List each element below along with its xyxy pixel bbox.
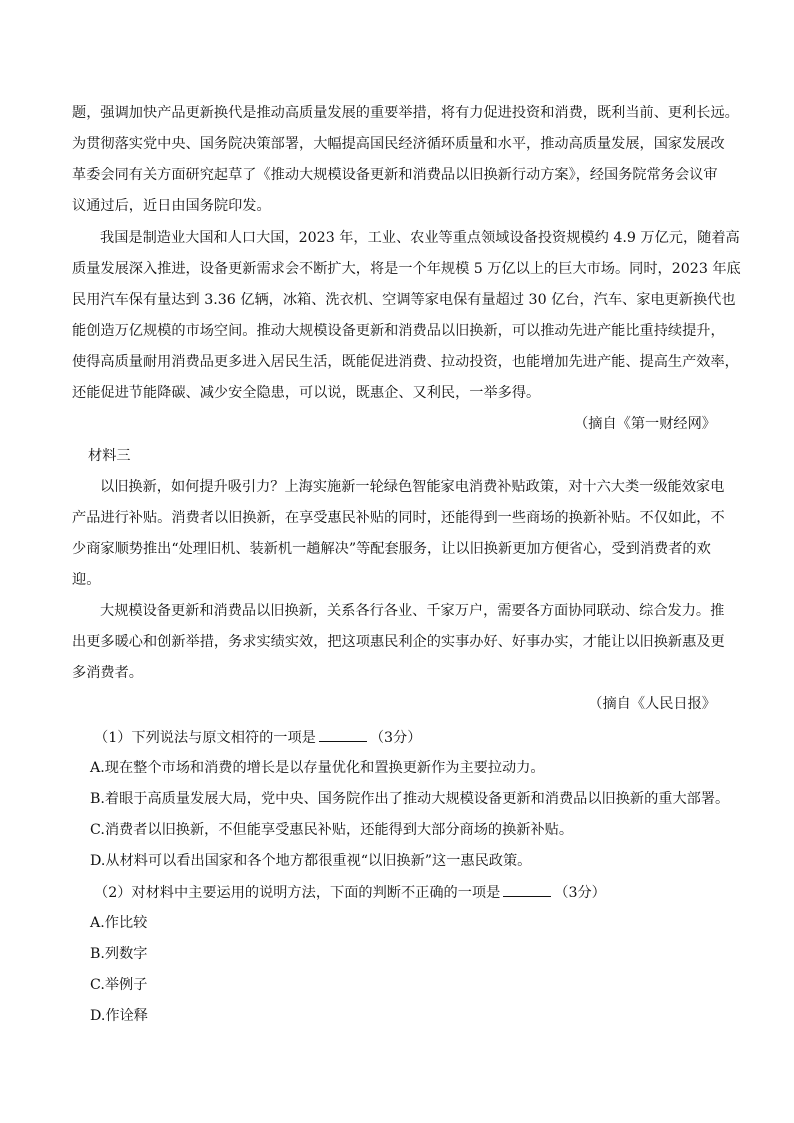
paragraph2-line-6: 还能促进节能降碳、减少安全隐患，可以说，既惠企、又利民，一举多得。 xyxy=(72,385,541,401)
question2-option-a[interactable]: A.作比较 xyxy=(90,915,148,931)
question1-text: （1）下列说法与原文相符的一项是 xyxy=(94,730,316,746)
paragraph1-line-3: 革委会同有关方面研究起草了《推动大规模设备更新和消费品以旧换新行动方案》，经国务院常务会议审 xyxy=(72,167,718,183)
paragraph3-line-1: 以旧换新，如何提升吸引力？上海实施新一轮绿色智能家电消费补贴政策，对十六大类一级能效家电 xyxy=(100,479,725,495)
paragraph3-line-3: 少商家顺势推出“处理旧机、装新机一趟解决”等配套服务，让以旧换新更加方便省心，受到消费者的欢 xyxy=(72,541,711,557)
question1-option-b[interactable]: B.着眼于高质量发展大局，党中央、国务院作出了推动大规模设备更新和消费品以旧换新的重大部署。 xyxy=(90,791,730,807)
question1-option-d[interactable]: D.从材料可以看出国家和各个地方都很重视“以旧换新”这一惠民政策。 xyxy=(90,853,532,869)
question1-option-a[interactable]: A.现在整个市场和消费的增长是以存量优化和置换更新作为主要拉动力。 xyxy=(90,760,545,776)
paragraph2-line-3: 民用汽车保有量达到 3.36 亿辆，冰箱、洗衣机、空调等家电保有量超过 30 亿台，汽车、家电更新换代也 xyxy=(72,292,736,308)
question1-stem xyxy=(94,727,421,748)
question2-option-c[interactable]: C.举例子 xyxy=(90,977,148,993)
paragraph3-line-2: 产品进行补贴。消费者以旧换新，在享受惠民补贴的同时，还能得到一些商场的换新补贴。不仅如此，不 xyxy=(72,510,725,526)
question2-stem xyxy=(94,882,606,903)
paragraph2-line-5: 使得高质量耐用消费品更多进入居民生活，既能促进消费、拉动投资，也能增加先进产能、提高生产效率， xyxy=(72,354,739,370)
answer-blank-2[interactable] xyxy=(503,882,551,897)
question2-score: （3分） xyxy=(554,885,606,901)
paragraph2-line-2: 质量发展深入推进，设备更新需求会不断扩大，将是一个年规模 5 万亿以上的巨大市场。同时，2023 年底 xyxy=(72,261,741,277)
paragraph4-line-3: 多消费者。 xyxy=(72,665,143,681)
paragraph2-line-4: 能创造万亿规模的市场空间。推动大规模设备更新和消费品以旧换新，可以推动先进产能比重持续提升， xyxy=(72,323,725,339)
paragraph3-line-4: 迎。 xyxy=(72,572,101,588)
paragraph2-line-1: 我国是制造业大国和人口大国，2023 年，工业、农业等重点领域设备投资规模约 4.9 万亿元，随着高 xyxy=(100,230,740,246)
answer-blank-1[interactable] xyxy=(319,727,367,742)
paragraph1-line-1: 题，强调加快产品更新换代是推动高质量发展的重要举措，将有力促进投资和消费，既利当前、更利长远。 xyxy=(72,105,739,121)
question1-option-c[interactable]: C.消费者以旧换新，不但能享受惠民补贴，还能得到大部分商场的换新补贴。 xyxy=(90,822,574,838)
question2-option-b[interactable]: B.列数字 xyxy=(90,946,148,962)
paragraph1-line-2: 为贯彻落实党中央、国务院决策部署，大幅提高国民经济循环质量和水平，推动高质量发展，国家发展改 xyxy=(72,136,725,152)
question1-score: （3分） xyxy=(369,730,422,746)
paragraph1-line-4: 议通过后，近日由国务院印发。 xyxy=(72,198,271,214)
paragraph4-line-2: 出更多暖心和创新举措，务求实绩实效，把这项惠民利企的实事办好、好事办实，才能让以旧换新惠及更 xyxy=(72,634,725,650)
source-citation-1: （摘自《第一财经网》 xyxy=(574,416,716,432)
paragraph4-line-1: 大规模设备更新和消费品以旧换新，关系各行各业、千家万户，需要各方面协同联动、综合发力。推 xyxy=(100,603,725,619)
question2-option-d[interactable]: D.作诠释 xyxy=(90,1008,148,1024)
question2-text: （2）对材料中主要运用的说明方法，下面的判断不正确的一项是 xyxy=(94,885,501,901)
material3-heading: 材料三 xyxy=(88,448,131,464)
source-citation-2: （摘自《人民日报》 xyxy=(588,696,716,712)
